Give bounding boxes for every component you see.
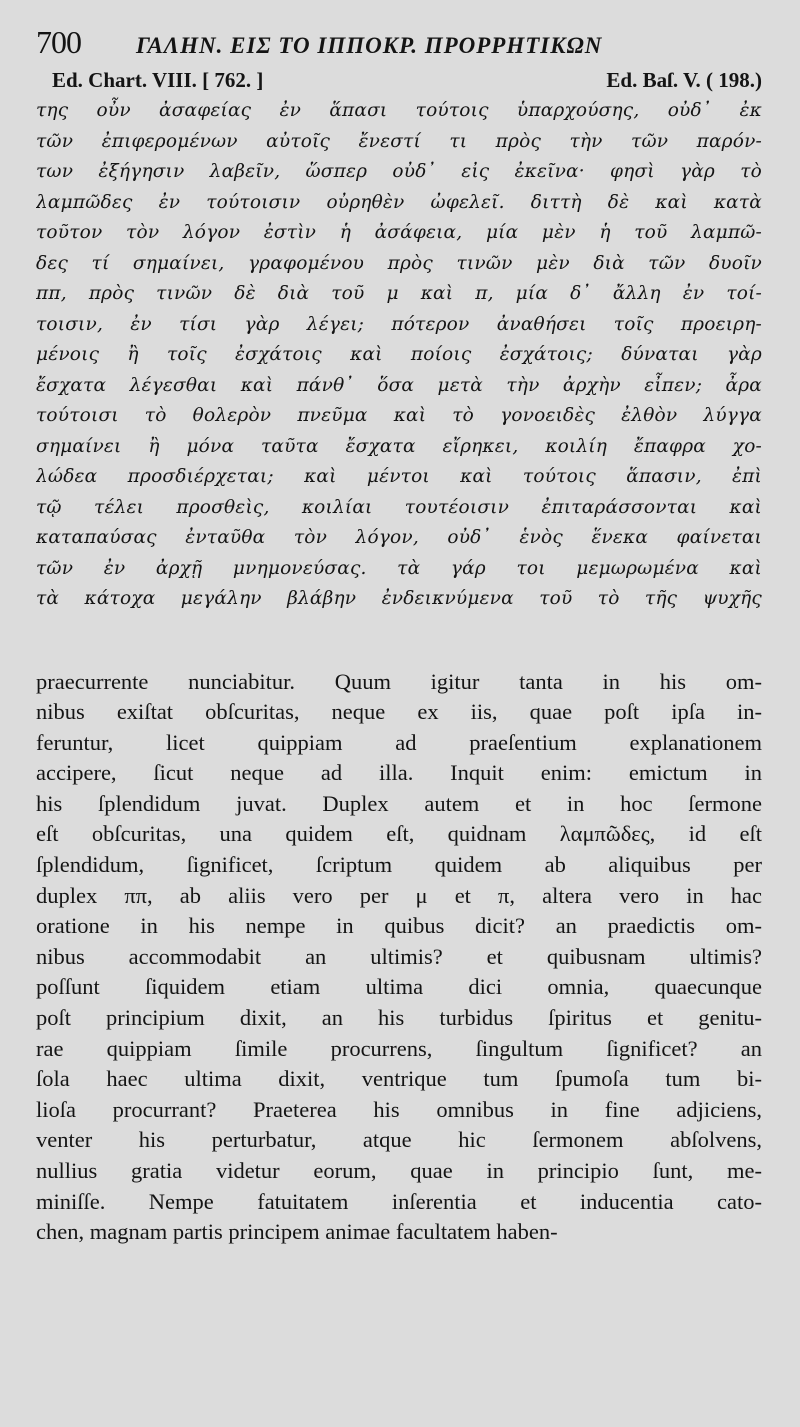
greek-line: καταπαύσας ἐνταῦθα τὸν λόγον, οὐδ᾽ ἑνὸς ἕνεκα φαίνεται (36, 527, 762, 548)
latin-line: miniſſe. Nempe fatuitatem inſerentia et inducentia cato- (36, 1188, 762, 1214)
greek-line: ππ, πρὸς τινῶν δὲ διὰ τοῦ μ καὶ π, μία δ᾽ ἄλλη ἐν τοί- (36, 283, 762, 304)
latin-line: accipere, ſicut neque ad illa. Inquit enim: emictum in (36, 760, 762, 786)
latin-line: oratione in his nempe in quibus dicit? an praedictis om- (36, 913, 762, 939)
latin-line: his ſplendidum juvat. Duplex autem et in hoc ſermone (36, 790, 762, 816)
latin-line: lioſa procurrant? Praeterea his omnibus in fine adjiciens, (36, 1096, 762, 1122)
greek-line: της οὖν ἀσαφείας ἐν ἅπασι τούτοις ὑπαρχούσης, οὐδ᾽ ἐκ (36, 100, 762, 121)
latin-line: ſplendidum, ſignificet, ſcriptum quidem ab aliquibus per (36, 852, 762, 878)
latin-line: ſola haec ultima dixit, ventrique tum ſpumoſa tum bi- (36, 1066, 762, 1092)
latin-line: poſt principium dixit, an his turbidus ſpiritus et genitu- (36, 1005, 762, 1031)
latin-line: duplex ππ, ab aliis vero per μ et π, altera vero in hac (36, 882, 762, 908)
greek-line: λαμπῶδες ἐν τούτοισιν οὐρηθὲν ὠφελεῖ. διττὴ δὲ καὶ κατὰ (36, 191, 762, 213)
running-title: ΓΑΛΗΝ. ΕΙΣ ΤΟ ΙΠΠΟΚΡ. ΠΡΟΡΡΗΤΙΚΩΝ (136, 33, 603, 58)
edition-reference-line (52, 68, 762, 96)
latin-line: eſt obſcuritas, una quidem eſt, quidnam λαμπῶδες, id eſt (36, 821, 762, 847)
greek-line: λώδεα προσδιέρχεται; καὶ μέντοι καὶ τούτοις ἅπασιν, ἐπὶ (36, 466, 762, 487)
latin-line: nullius gratia videtur eorum, quae in principio ſunt, me- (36, 1158, 762, 1183)
latin-line: nibus exiſtat obſcuritas, neque ex iis, quae poſt ipſa in- (36, 699, 762, 725)
greek-line: μένοις ἢ τοῖς ἐσχάτοις καὶ ποίοις ἐσχάτοις; δύναται γὰρ (36, 344, 762, 365)
latin-line: rae quippiam ſimile procurrens, ſingultum ſignificet? an (36, 1035, 762, 1061)
greek-line: τοισιν, ἐν τίσι γὰρ λέγει; πότερον ἀναθήσει τοῖς προειρη- (36, 313, 762, 335)
edition-reference-left: Ed. Chart. VIII. [ 762. ] (52, 68, 264, 92)
latin-line: venter his perturbatur, atque hic ſermonem abſolvens, (36, 1127, 762, 1153)
greek-line: τὰ κάτοχα μεγάλην βλάβην ἐνδεικνύμενα τοῦ τὸ τῆς ψυχῆς (36, 588, 762, 609)
latin-line: chen, magnam partis principem animae facultatem haben- (36, 1219, 558, 1245)
page-number: 700 (36, 24, 81, 60)
latin-line: nibus accommodabit an ultimis? et quibusnam ultimis? (36, 943, 762, 969)
greek-line: των ἐξήγησιν λαβεῖν, ὥσπερ οὐδ᾽ εἰς ἐκεῖνα· φησὶ γὰρ τὸ (36, 161, 762, 182)
greek-line: ἔσχατα λέγεσθαι καὶ πάνθ᾽ ὅσα μετὰ τὴν ἀρχὴν εἶπεν; ἆρα (36, 374, 762, 396)
greek-line: τῶν ἐν ἀρχῇ μνημονεύσας. τὰ γάρ τοι μεμωρωμένα καὶ (36, 557, 762, 579)
latin-line: poſſunt ſiquidem etiam ultima dici omnia, quaecunque (36, 974, 762, 1000)
greek-line: τούτοισι τὸ θολερὸν πνεῦμα καὶ τὸ γονοειδὲς ἐλθὸν λύγγα (36, 405, 762, 426)
greek-line: τοῦτον τὸν λόγον ἐστὶν ἡ ἀσάφεια, μία μὲν ἡ τοῦ λαμπῶ- (36, 222, 762, 243)
running-head (36, 24, 762, 68)
latin-line: feruntur, licet quippiam ad praeſentium explanationem (36, 729, 762, 755)
latin-line: praecurrente nunciabitur. Quum igitur tanta in his om- (36, 668, 762, 694)
greek-line: τῶν ἐπιφερομένων αὐτοῖς ἔνεστί τι πρὸς τὴν τῶν παρόν- (36, 130, 762, 152)
greek-line: σημαίνει ἢ μόνα ταῦτα ἔσχατα εἴρηκει, κοιλίη ἔπαφρα χο- (36, 435, 762, 457)
greek-line: δες τί σημαίνει, γραφομένου πρὸς τινῶν μὲν διὰ τῶν δυοῖν (36, 252, 762, 274)
greek-text-block (36, 96, 762, 615)
edition-reference-right: Ed. Baſ. V. ( 198.) (606, 68, 762, 92)
latin-text-block (36, 667, 762, 1248)
greek-line: τῷ τέλει προσθεὶς, κοιλίαι τουτέοισιν ἐπιταράσσονται καὶ (36, 496, 762, 518)
